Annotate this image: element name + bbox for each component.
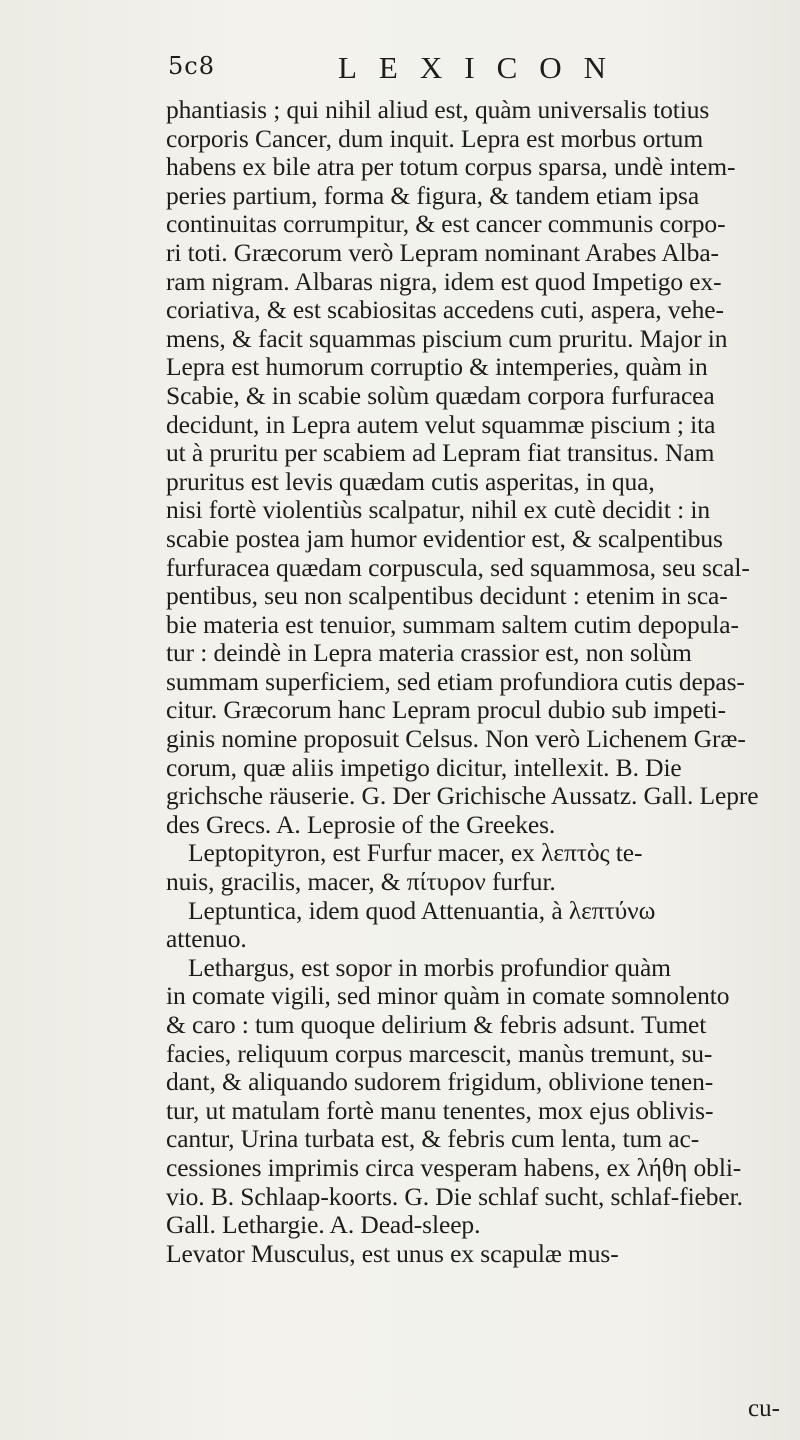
text-line: ginis nomine proposuit Celsus. Non verò Lichenem Græ- (166, 724, 746, 754)
catchword: cu- (748, 1395, 780, 1422)
dictionary-text (166, 96, 792, 1268)
text-line: grichsche räuserie. G. Der Grichische Aussatz. Gall. Lepre (166, 781, 759, 811)
text-line: ri toti. Græcorum verò Lepram nominant Arabes Alba- (166, 237, 719, 267)
text-line: citur. Græcorum hanc Lepram procul dubio sub impeti- (166, 695, 726, 725)
text-line: decidunt, in Lepra autem velut squammæ piscium ; ita (166, 409, 716, 439)
entry-levator-musculus: Levator Musculus, est unus ex scapulæ mus- (166, 1238, 619, 1268)
entry-lethargus: Lethargus, est sopor in morbis profundior quàm (188, 952, 671, 982)
text-line: vio. B. Schlaap-koorts. G. Die schlaf sucht, schlaf-fieber. (166, 1181, 743, 1211)
text-line: in comate vigili, sed minor quàm in comate somnolento (166, 981, 730, 1011)
entry-leptuntica: Leptuntica, idem quod Attenuantia, à λεπτύνω (188, 895, 656, 925)
text-line: summam superficiem, sed etiam profundiora cutis depas- (166, 666, 745, 696)
text-line: phantiasis ; qui nihil aliud est, quàm universalis totius (166, 95, 710, 124)
text-line: & caro : tum quoque delirium & febris adsunt. Tumet (166, 1010, 707, 1039)
text-line: peries partium, forma & figura, & tandem etiam ipsa (166, 180, 700, 210)
text-line: nuis, gracilis, macer, & πίτυρον furfur. (166, 867, 556, 897)
text-line: nisi fortè violentiùs scalpatur, nihil ex cutè decidit : in (166, 495, 711, 525)
text-line: cessiones imprimis circa vesperam habens, ex λήθη obli- (166, 1152, 742, 1182)
text-line: bie materia est tenuior, summam saltem cutim depopula- (166, 609, 739, 639)
entry-leptopityron: Leptopityron, est Furfur macer, ex λεπτὸς te- (188, 838, 643, 868)
text-line: furfuracea quædam corpuscula, sed squammosa, seu scal- (166, 552, 750, 582)
text-line: ut à pruritu per scabiem ad Lepram fiat transitus. Nam (166, 438, 715, 468)
text-line: dant, & aliquando sudorem frigidum, oblivione tenen- (166, 1067, 714, 1097)
text-line: tur, ut matulam fortè manu tenentes, mox ejus oblivis- (166, 1095, 714, 1125)
text-line: scabie postea jam humor evidentior est, & scalpentibus (166, 523, 723, 553)
text-line: habens ex bile atra per totum corpus sparsa, undè intem- (166, 152, 736, 182)
text-line: facies, reliquum corpus marcescit, manùs tremunt, su- (166, 1038, 713, 1068)
text-line: Lepra est humorum corruptio & intemperies, quàm in (166, 352, 708, 382)
text-line: ram nigram. Albaras nigra, idem est quod Impetigo ex- (166, 266, 722, 296)
text-line: Scabie, & in scabie solùm quædam corpora furfuracea (166, 380, 715, 410)
text-line: corum, quæ aliis impetigo dicitur, intellexit. B. Die (166, 752, 682, 782)
text-line: des Grecs. A. Leprosie of the Greekes. (166, 809, 556, 839)
text-line: tur : deindè in Lepra materia crassior est, non solùm (166, 638, 692, 668)
text-line: coriativa, & est scabiositas accedens cuti, aspera, vehe- (166, 295, 724, 325)
text-line: cantur, Urina turbata est, & febris cum lenta, tum ac- (166, 1124, 700, 1154)
text-line: continuitas corrumpitur, & est cancer communis corpo- (166, 209, 726, 239)
text-line: pentibus, seu non scalpentibus decidunt : etenim in sca- (166, 581, 728, 611)
page-header (168, 52, 800, 92)
text-line: pruritus est levis quædam cutis asperitas, in qua, (166, 466, 655, 496)
page-number: 5c8 (168, 52, 215, 80)
text-line: attenuo. (166, 924, 247, 954)
text-line: Gall. Lethargie. A. Dead-sleep. (166, 1210, 481, 1240)
text-line: corporis Cancer, dum inquit. Lepra est morbus ortum (166, 123, 704, 153)
running-head: LEXICON (338, 50, 629, 85)
text-line: mens, & facit squammas piscium cum pruritu. Major in (166, 323, 728, 353)
